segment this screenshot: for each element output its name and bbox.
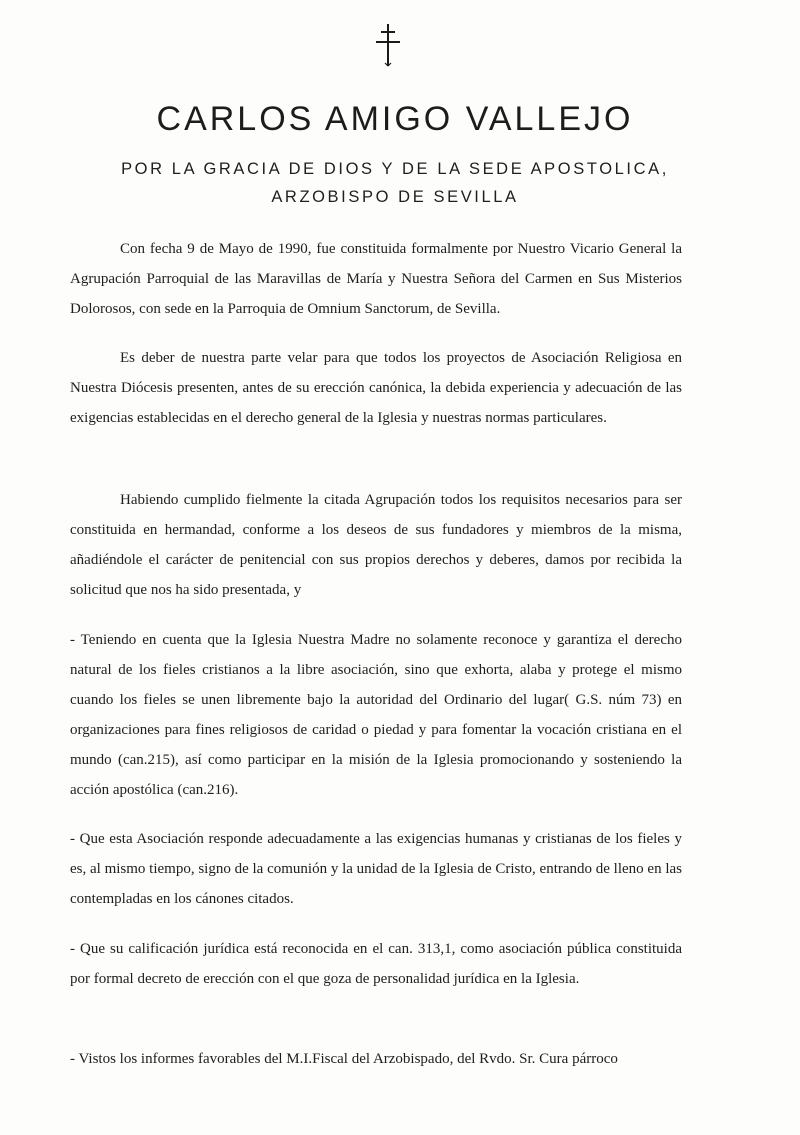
- paragraph-considering-church: - Teniendo en cuenta que la Iglesia Nuestra Madre no solamente reconoce y garantiza el derecho natural de los fieles cristianos a la libre asociación, sino que exhorta, alaba y protege el mismo cuando los fieles se unen libremente bajo la autoridad del Ordinario del lugar( G.S. núm 73) en organizaciones para fines religiosos de caridad o piedad y para fomentar la vocación cristiana en el mundo (can.215), así como participar en la misión de la Iglesia promocionando y sosteniendo la acción apostólica (can.216).: [70, 632, 682, 798]
- archbishop-name: CARLOS AMIGO VALLEJO: [156, 100, 634, 138]
- paragraph-association-responds: - Que esta Asociación responde adecuadamente a las exigencias humanas y cristianas de los fieles y es, al mismo tiempo, signo de la comunión y la unidad de la Iglesia de Cristo, entrando de lleno en las contempladas en los cánones citados.: [70, 831, 682, 907]
- title-subtitle-line2: ARZOBISPO DE SEVILLA: [271, 188, 519, 206]
- title-subtitle-line1: POR LA GRACIA DE DIOS Y DE LA SEDE APOSTOLICA,: [121, 160, 669, 178]
- patriarchal-cross-icon: [373, 22, 403, 68]
- paragraph-duty: Es deber de nuestra parte velar para que todos los proyectos de Asociación Religiosa en Nuestra Diócesis presenten, antes de su erección canónica, la debida experiencia y adecuación de las exigencias establecidas en el derecho general de la Iglesia y nuestras normas particulares.: [70, 350, 682, 426]
- paragraph-constitution-date: Con fecha 9 de Mayo de 1990, fue constituida formalmente por Nuestro Vicario General la Agrupación Parroquial de las Maravillas de María y Nuestra Señora del Carmen en Sus Misterios Dolorosos, con sede en la Parroquia de Omnium Sanctorum, de Sevilla.: [70, 241, 682, 317]
- paragraph-legal-qualification: - Que su calificación jurídica está reconocida en el can. 313,1, como asociación pública constituida por formal decreto de erección con el que goza de personalidad jurídica en la Iglesia.: [70, 941, 682, 987]
- paragraph-favorable-reports: - Vistos los informes favorables del M.I.Fiscal del Arzobispado, del Rvdo. Sr. Cura párroco: [70, 1051, 618, 1067]
- paragraph-requirements: Habiendo cumplido fielmente la citada Agrupación todos los requisitos necesarios para ser constituida en hermandad, conforme a los deseos de sus fundadores y miembros de la misma, añadiéndole el carácter de penitencial con sus propios derechos y deberes, damos por recibida la solicitud que nos ha sido presentada, y: [70, 492, 682, 598]
